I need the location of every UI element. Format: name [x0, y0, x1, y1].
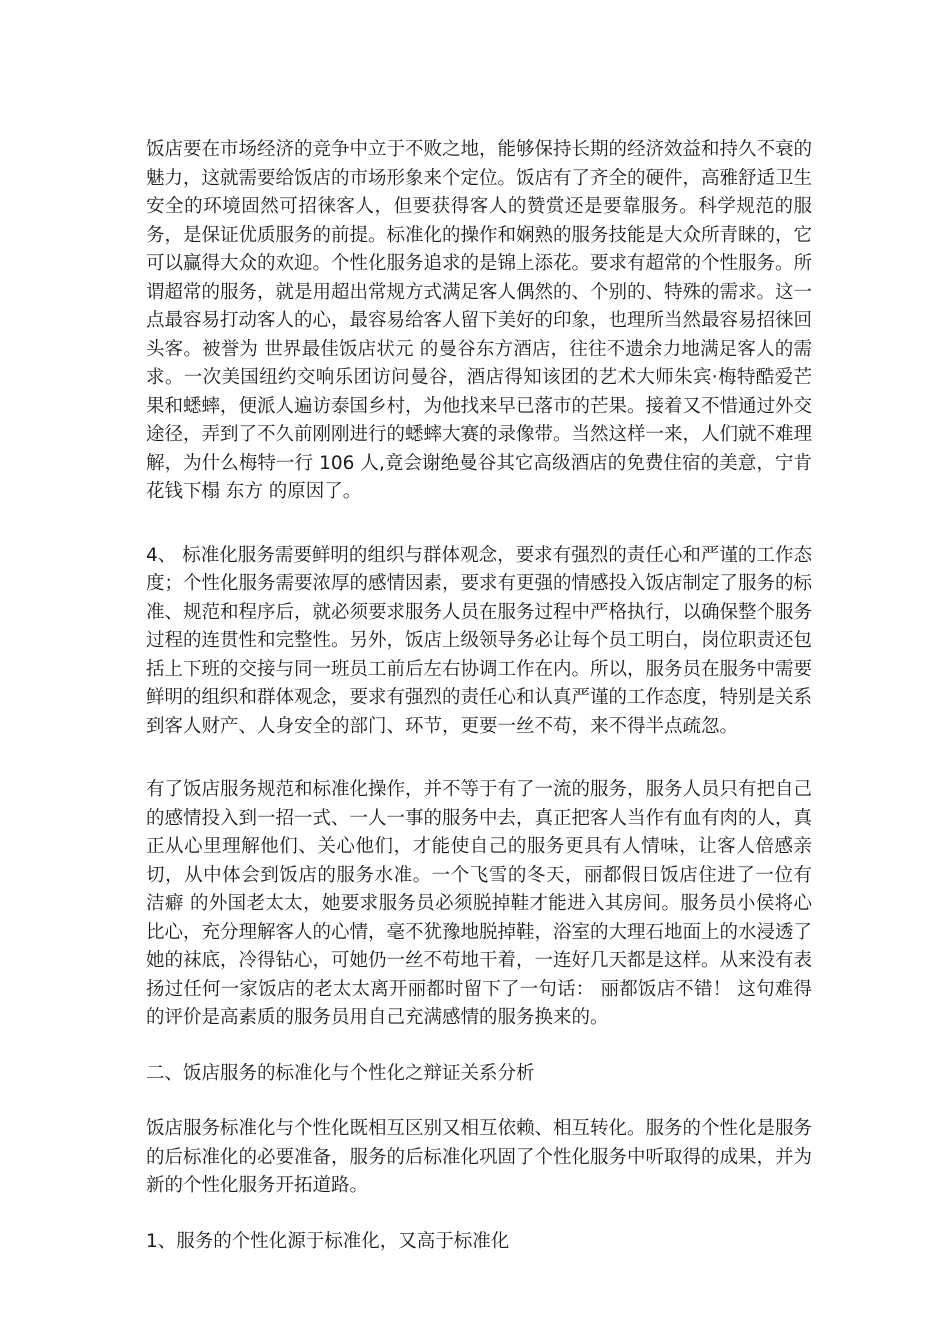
- paragraph-spacer: [146, 1088, 812, 1115]
- paragraph-spacer: [146, 1033, 812, 1060]
- paragraph-emotional-service: 有了饭店服务规范和标准化操作，并不等于有了一流的服务，服务人员只有把自己的感情投入到一招一式、一人一事的服务中去，真正把客人当作有血有肉的人，真正从心里理解他们、关心他们，才能使自己的服务更具有人情味，让客人倍感亲切，从中体会到饭店的服务水准。一个飞雪的冬天，丽都假日饭店住进了一位有 洁癖 的外国老太太，她要求服务员必须脱掉鞋才能进入其房间。服务员小侯将心比心，充分理解客人的心情，毫不犹豫地脱掉鞋，浴室的大理石地面上的水浸透了她的袜底，冷得钻心，可她仍一丝不苟地干着，一连好几天都是这样。从来没有表扬过任何一家饭店的老太太离开丽都时留下了一句话： 丽都饭店不错！ 这句难得的评价是高素质的服务员用自己充满感情的服务换来的。: [146, 779, 813, 1028]
- paragraph-spacer: [146, 741, 812, 776]
- paragraph-dialectic: 饭店服务标准化与个性化既相互区别又相互依赖、相互转化。服务的个性化是服务的后标准化的必要准备，服务的后标准化巩固了个性化服务中听取得的成果，并为新的个性化服务开拓道路。: [146, 1118, 813, 1196]
- subheading-1: 1、服务的个性化源于标准化，又高于标准化: [146, 1230, 510, 1252]
- document-body: [146, 136, 812, 1256]
- section-heading-2: 二、饭店服务的标准化与个性化之辩证关系分析: [146, 1062, 535, 1084]
- paragraph-spacer: [146, 507, 812, 542]
- paragraph-hotel-positioning: 饭店要在市场经济的竞争中立于不败之地，能够保持长期的经济效益和持久不衰的魅力，这就需要给饭店的市场形象来个定位。饭店有了齐全的硬件，高雅舒适卫生安全的环境固然可招徕客人，但要获得客人的赞赏还是要靠服务。科学规范的服务，是保证优质服务的前提。标准化的操作和娴熟的服务技能是大众所青睐的，它可以赢得大众的欢迎。个性化服务追求的是锦上添花。要求有超常的个性服务。所谓超常的服务，就是用超出常规方式满足客人偶然的、个别的、特殊的需求。这一点最容易打动客人的心，最容易给客人留下美好的印象，也理所当然最容易招徕回头客。被誉为 世界最佳饭店状元 的曼谷东方酒店，往往不遗余力地满足客人的需求。一次美国纽约交响乐团访问曼谷，酒店得知该团的艺术大师朱宾·梅特酷爱芒果和蟋蟀，便派人遍访泰国乡村，为他找来早已落市的芒果。接着又不惜通过外交途径，弄到了不久前刚刚进行的蟋蟀大赛的录像带。当然这样一来，人们就不难理解，为什么梅特一行 106 人,竟会谢绝曼谷其它高级酒店的免费住宿的美意，宁肯花钱下榻 东方 的原因了。: [146, 139, 813, 502]
- paragraph-point-4: 4、 标准化服务需要鲜明的组织与群体观念，要求有强烈的责任心和严谨的工作态度；个性化服务需要浓厚的感情因素，要求有更强的情感投入饭店制定了服务的标准、规范和程序后，就必须要求服务人员在服务过程中严格执行，以确保整个服务过程的连贯性和完整性。另外，饭店上级领导务必让每个员工明白，岗位职责还包括上下班的交接与同一班员工前后左右协调工作在内。所以，服务员在服务中需要鲜明的组织和群体观念，要求有强烈的责任心和认真严谨的工作态度，特别是关系到客人财产、人身安全的部门、环节，更要一丝不苟，来不得半点疏忽。: [146, 544, 813, 737]
- paragraph-spacer: [146, 1201, 812, 1228]
